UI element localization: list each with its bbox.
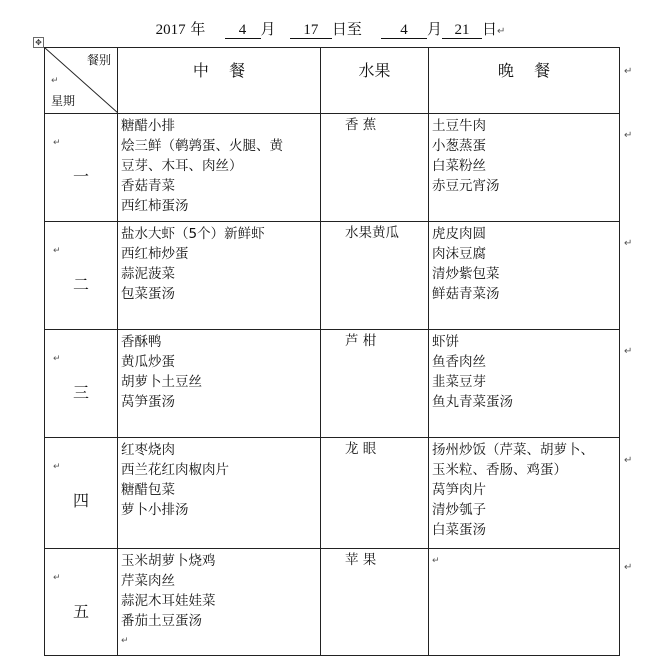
dinner-item: 清炒瓠子 (432, 502, 486, 518)
title-end-day: 21 (442, 22, 482, 39)
weekday-cell (45, 222, 118, 330)
dinner-item: 赤豆元宵汤 (432, 178, 500, 194)
dinner-item: 白菜蛋汤 (432, 522, 486, 538)
dinner-item: 鲜菇青菜汤 (432, 286, 500, 302)
dinner-cell (429, 222, 620, 330)
end-of-row-mark-icon: ↵ (624, 455, 633, 466)
lunch-item: 香菇青菜 (121, 178, 175, 194)
table-row (45, 330, 620, 438)
dinner-item: 玉米粒、香肠、鸡蛋） (432, 462, 567, 478)
weekday-cell (45, 549, 118, 656)
weekday-cell (45, 330, 118, 438)
header-meal-type-label: 餐别 (86, 53, 111, 67)
paragraph-mark-icon: ↵ (53, 246, 61, 256)
title-start-month: 4 (225, 22, 261, 39)
fruit-cell: 龙 眼 (321, 438, 429, 549)
end-of-row-mark-icon: ↵ (624, 66, 633, 77)
dinner-item: 扬州炒饭（芹菜、胡萝卜、 (432, 442, 594, 458)
header-dinner: 晚 餐 (429, 48, 620, 114)
lunch-item: 烩三鲜（鹌鹑蛋、火腿、黄 (121, 138, 283, 154)
paragraph-mark-icon: ↵ (51, 76, 59, 86)
lunch-item: 芹菜肉丝 (121, 573, 175, 589)
fruit-cell: 苹 果 (321, 549, 429, 656)
lunch-item: 糖醋包菜 (121, 482, 175, 498)
title-start-day: 17 (290, 22, 332, 39)
table-row (45, 438, 620, 549)
lunch-item: 蒜泥木耳娃娃菜 (121, 593, 216, 609)
dinner-item: 韭菜豆芽 (432, 374, 486, 390)
lunch-cell (118, 114, 321, 222)
dinner-item: 虾饼 (432, 334, 459, 350)
dinner-cell (429, 549, 620, 656)
weekly-menu-table (44, 47, 620, 656)
title-month-label-2: 月 (426, 20, 442, 38)
lunch-item: 豆芽、木耳、肉丝） (121, 158, 243, 174)
table-header-row (45, 48, 620, 114)
fruit-cell: 香 蕉 (321, 114, 429, 222)
lunch-item: 包菜蛋汤 (121, 286, 175, 302)
end-of-row-mark-icon: ↵ (624, 346, 633, 357)
lunch-item: 番茄土豆蛋汤 (121, 613, 202, 629)
end-of-row-mark-icon: ↵ (624, 562, 633, 573)
lunch-item: 西兰花红肉椒肉片 (121, 462, 229, 478)
dinner-item: 鱼丸青菜蛋汤 (432, 394, 513, 410)
dinner-item: 莴笋肉片 (432, 482, 486, 498)
lunch-cell (118, 222, 321, 330)
weekday-label: 五 (72, 602, 89, 621)
header-lunch: 中 餐 (118, 48, 321, 114)
weekday-cell (45, 114, 118, 222)
paragraph-mark-icon: ↵ (432, 556, 440, 566)
lunch-item: 西红柿蛋汤 (121, 198, 189, 214)
lunch-item: 红枣烧肉 (121, 442, 175, 458)
weekday-label: 三 (72, 383, 89, 402)
header-weekday-label: 星期 (51, 94, 76, 108)
lunch-item: 玉米胡萝卜烧鸡 (121, 553, 216, 569)
dinner-cell (429, 438, 620, 549)
weekday-label: 一 (72, 167, 89, 186)
end-of-row-mark-icon: ↵ (624, 238, 633, 249)
weekday-label: 四 (72, 491, 89, 510)
lunch-item: 盐水大虾（5个）新鲜虾 (121, 226, 265, 242)
paragraph-mark-icon: ↵ (496, 26, 506, 37)
dinner-item: 虎皮肉圆 (432, 226, 486, 242)
table-move-handle-icon[interactable]: ✥ (33, 37, 44, 48)
lunch-cell (118, 438, 321, 549)
title-day-to-label: 日至 (331, 20, 362, 38)
dinner-cell (429, 330, 620, 438)
table-row (45, 114, 620, 222)
paragraph-mark-icon: ↵ (121, 636, 129, 646)
dinner-item: 清炒紫包菜 (432, 266, 500, 282)
fruit-cell: 芦 柑 (321, 330, 429, 438)
lunch-item: 糖醋小排 (121, 118, 175, 134)
paragraph-mark-icon: ↵ (53, 462, 61, 472)
weekday-cell (45, 438, 118, 549)
lunch-item: 萝卜小排汤 (121, 502, 189, 518)
paragraph-mark-icon: ↵ (53, 354, 61, 364)
dinner-item: 肉沫豆腐 (432, 246, 486, 262)
dinner-cell (429, 114, 620, 222)
lunch-item: 西红柿炒蛋 (121, 246, 189, 262)
end-of-row-mark-icon: ↵ (624, 130, 633, 141)
lunch-cell (118, 330, 321, 438)
diagonal-header-cell (45, 48, 118, 114)
dinner-item: 土豆牛肉 (432, 118, 486, 134)
lunch-cell (118, 549, 321, 656)
lunch-item: 胡萝卜土豆丝 (121, 374, 202, 390)
dinner-item: 小葱蒸蛋 (432, 138, 486, 154)
dinner-item: 白菜粉丝 (432, 158, 486, 174)
header-fruit: 水果 (321, 48, 429, 114)
dinner-item: 鱼香肉丝 (432, 354, 486, 370)
lunch-item: 香酥鸭 (121, 334, 162, 350)
title-month-label: 月 (260, 20, 276, 38)
paragraph-mark-icon: ↵ (53, 573, 61, 583)
lunch-item: 黄瓜炒蛋 (121, 354, 175, 370)
table-row (45, 222, 620, 330)
paragraph-mark-icon: ↵ (53, 138, 61, 148)
weekday-label: 二 (72, 275, 89, 294)
title-year: 2017 (155, 22, 186, 38)
menu-date-title (0, 18, 661, 39)
title-year-label: 年 (190, 20, 206, 38)
fruit-cell: 水果黄瓜 (321, 222, 429, 330)
lunch-item: 蒜泥菠菜 (121, 266, 175, 282)
title-end-month: 4 (381, 22, 427, 39)
title-day-label: 日 (481, 20, 497, 38)
lunch-item: 莴笋蛋汤 (121, 394, 175, 410)
table-row (45, 549, 620, 656)
